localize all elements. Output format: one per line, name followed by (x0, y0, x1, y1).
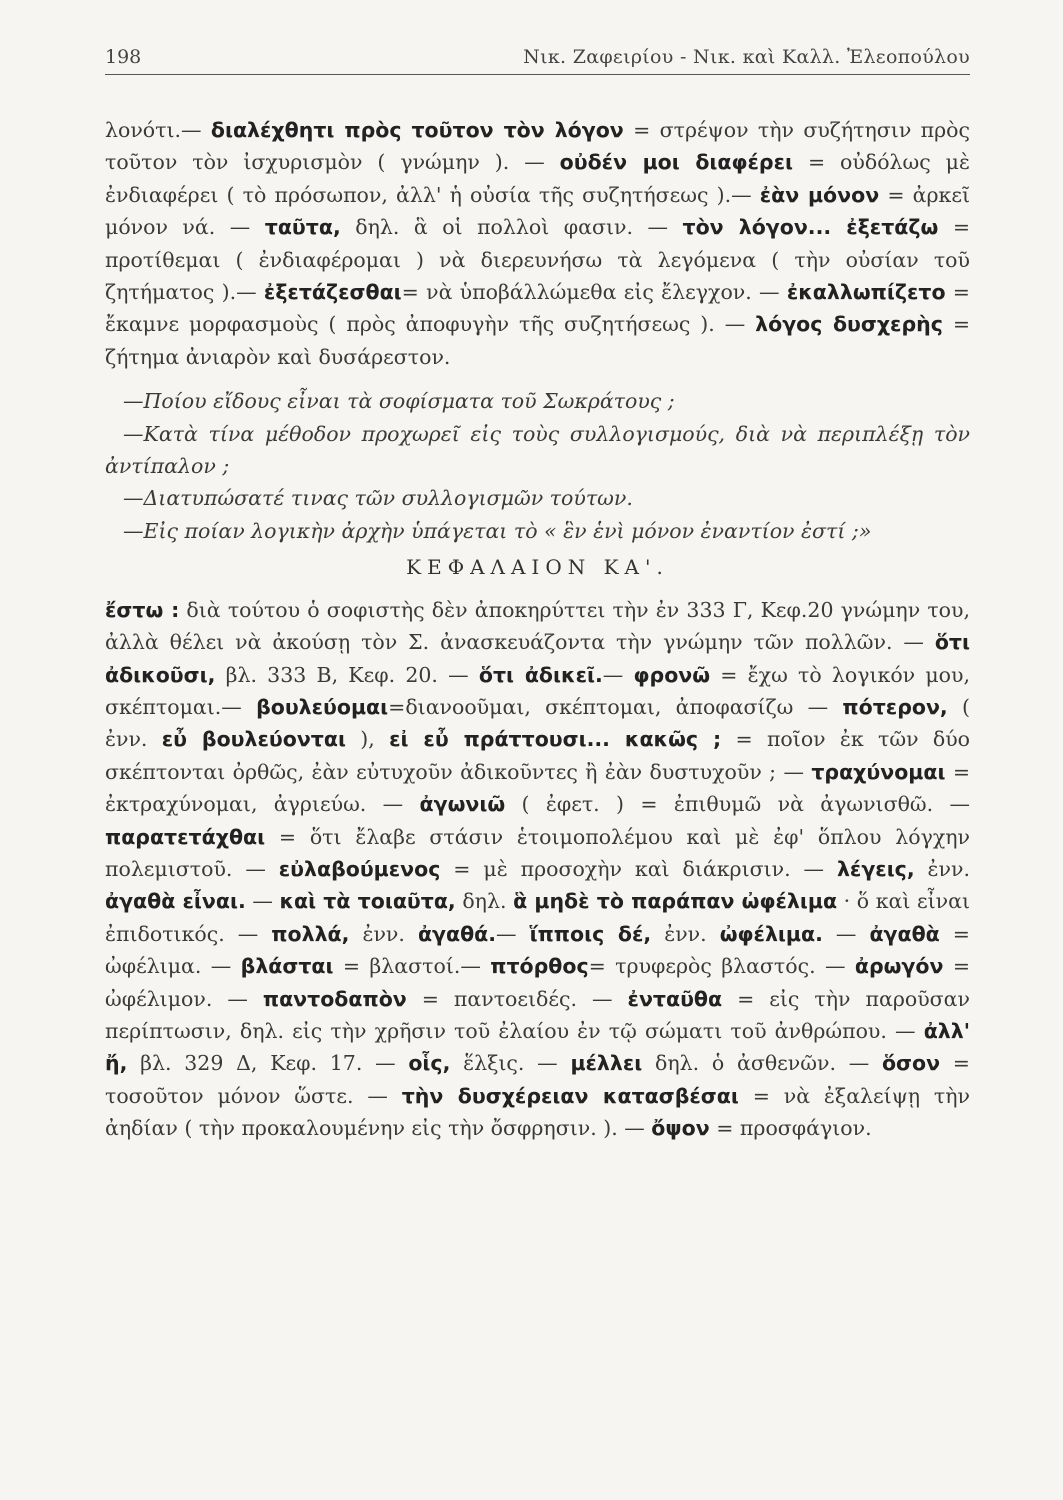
gloss-text: = ἀρκεῖ μόνον νά. — (105, 182, 971, 240)
gloss-text: — (245, 889, 280, 914)
lemma-term: βουλεύομαι (256, 694, 389, 719)
gloss-text: = ὅτι ἔλαβε στάσιν ἑτοιμοπολέμου καὶ μὲ ἐφ' ὅπλου λόγχην πολεμιστοῦ. — (105, 824, 970, 881)
lemma-term: ὅτι ἀδικοῦσι, (105, 630, 970, 687)
lemma-term: ὄψον (651, 1116, 710, 1141)
gloss-text: = ὠφέλιμον. — (105, 954, 971, 1011)
lemma-term: εὖ βουλεύονται (161, 727, 346, 752)
gloss-text: δηλ. ὁ ἀσθενῶν. — (642, 1051, 882, 1076)
gloss-text: — (602, 662, 634, 687)
lemma-term: ὅσον (881, 1051, 941, 1076)
gloss-text: ἐνν. (914, 856, 970, 881)
lemma-term: πτόρθος (490, 954, 589, 979)
question: —Εἰς ποίαν λογικὴν ἀρχὴν ὑπάγεται τὸ « ἓν ἑνὶ μόνον ἐναντίον ἐστί ;» (123, 518, 872, 543)
gloss-text: = ἐκτραχύνομαι, ἀγριεύω. — (105, 759, 970, 817)
question: —Κατὰ τίνα μέθοδον προχωρεῖ εἰς τοὺς συλλογισμούς, διὰ νὰ περιπλέξῃ τὸν ἀντίπαλον ; (105, 421, 970, 479)
chapter-heading: ΚΕΦΑΛΑΙΟΝ ΚΑ'. (406, 555, 669, 580)
gloss-text: =διανοοῦμαι, σκέπτομαι, ἀποφασίζω — (388, 694, 843, 719)
lemma-term: ἀγαθὰ εἶναι. (105, 889, 246, 914)
gloss-text: ἐνν. (651, 921, 720, 946)
lemma-term: βλάσται (240, 954, 334, 979)
gloss-text: ἕλξις. — (450, 1051, 571, 1076)
gloss-text: = προτίθεμαι ( ἐνδιαφέρομαι ) νὰ διερευνήσω τὰ λεγόμενα ( τὴν οὐσίαν τοῦ ζητήματος ).— (105, 215, 971, 305)
gloss-text: δηλ. (455, 889, 514, 914)
lemma-term: ἐξετάζεσθαι (263, 280, 402, 305)
lemma-term: ἐκαλλωπίζετο (786, 280, 946, 305)
lemma-term: παρατετάχθαι (105, 824, 266, 849)
lemma-term: φρονῶ (633, 662, 711, 687)
lemma-term: ἀλλ' ἤ, (105, 1018, 970, 1076)
gloss-text: = βλαστοί.— (333, 954, 491, 979)
commentary-paragraph (105, 114, 970, 373)
gloss-text: = στρέψον τὴν συζήτησιν πρὸς τοῦτον τὸν ἰσχυρισμὸν ( γνώμην ). — (105, 118, 970, 175)
gloss-text: ), (345, 727, 390, 752)
gloss-text: — (496, 921, 530, 946)
gloss-text: — (822, 921, 870, 946)
gloss-text: βλ. 333 Β, Κεφ. 20. — (215, 662, 479, 687)
lemma-term: οὐδέν μοι διαφέρει (559, 150, 793, 175)
gloss-text: = τρυφερὸς βλαστός. — (588, 954, 855, 979)
gloss-text: λονότι.— (105, 118, 211, 142)
gloss-text: = οὐδόλως μὲ ἐνδιαφέρει ( τὸ πρόσωπον, ἀλλ' ἡ οὐσία τῆς συζητήσεως ).— (105, 150, 970, 207)
gloss-text: = ζήτημα ἀνιαρὸν καὶ δυσάρεστον. (105, 312, 970, 369)
lemma-term: πότερον, (842, 694, 948, 719)
gloss-text: = νὰ ἐξαλείψῃ τὴν ἀηδίαν ( τὴν προκαλουμένην εἰς τὴν ὄσφρησιν. ). — (105, 1083, 970, 1141)
lemma-term: ἃ μηδὲ τὸ παράπαν ὠφέλιμα (513, 889, 838, 914)
lemma-term: ἔστω : (105, 597, 180, 622)
page-number: 198 (105, 46, 142, 68)
gloss-text: ( ἐνν. (105, 694, 970, 752)
lemma-term: λέγεις, (836, 856, 915, 881)
gloss-text: = ὠφέλιμα. — (105, 921, 970, 979)
lemma-term: οἷς, (408, 1051, 451, 1076)
lemma-term: ἀγωνιῶ (419, 792, 506, 817)
lemma-term: τὸν λόγον... ἐξετάζω (682, 215, 939, 240)
gloss-text: = ἔκαμνε μορφασμοὺς ( πρὸς ἀποφυγὴν τῆς συζητήσεως ). — (105, 280, 970, 337)
gloss-text: = μὲ προσοχὴν καὶ διάκρισιν. — (440, 856, 837, 881)
running-title: Νικ. Ζαφειρίου - Νικ. καὶ Καλλ. Ἐλεοπούλου (523, 46, 970, 68)
commentary-paragraph (105, 594, 970, 1145)
page-body (105, 114, 970, 1145)
gloss-text: διὰ τούτου ὁ σοφιστὴς δὲν ἀποκηρύττει τὴν ἐν 333 Γ, Κεφ.20 γνώμην του, ἀλλὰ θέλει νὰ ἀκούσῃ τὸν Σ. ἀνασκευάζοντα τὴν γνώμην τῶν πολλῶν. — (105, 597, 970, 655)
gloss-text: = εἰς τὴν παροῦσαν περίπτωσιν, δηλ. εἰς τὴν χρῆσιν τοῦ ἐλαίου ἐν τῷ σώματι τοῦ ἀνθρώπου. — (105, 986, 970, 1043)
gloss-text: = νὰ ὑποβάλλώμεθα εἰς ἔλεγχον. — (401, 280, 787, 305)
lemma-term: λόγος δυσχερὴς (755, 312, 943, 337)
lemma-term: ὠφέλιμα. (719, 921, 823, 946)
lemma-term: ἐνταῦθα (627, 986, 723, 1011)
lemma-term: τὴν δυσχέρειαν κατασβέσαι (401, 1083, 739, 1108)
lemma-term: εἰ εὖ πράττουσι... κακῶς ; (389, 727, 722, 752)
question: —Ποίου εἴδους εἶναι τὰ σοφίσματα τοῦ Σωκράτους ; (123, 389, 675, 414)
lemma-term: μέλλει (570, 1051, 643, 1076)
lemma-term: διαλέχθητι πρὸς τοῦτον τὸν λόγον (210, 118, 624, 142)
lemma-term: τραχύνομαι (811, 759, 946, 784)
lemma-term: παντοδαπὸν (262, 986, 407, 1011)
gloss-text: βλ. 329 Δ, Κεφ. 17. — (127, 1051, 409, 1076)
question: —Διατυπώσατέ τινας τῶν συλλογισμῶν τούτων. (123, 486, 633, 511)
gloss-text: ἐνν. (349, 921, 418, 946)
lemma-term: πολλά, (271, 921, 350, 946)
questions-block (105, 385, 970, 547)
gloss-text: · ὅ καὶ εἶναι ἐπιδοτικός. — (105, 889, 970, 946)
lemma-term: εὐλαβούμενος (278, 856, 441, 881)
lemma-term: καὶ τὰ τοιαῦτα, (279, 889, 456, 914)
lemma-term: ἀγαθὰ (869, 921, 940, 946)
gloss-text: = ἔχω τὸ λογικόν μου, σκέπτομαι.— (105, 662, 971, 719)
gloss-text: = προσφάγιον. (709, 1116, 872, 1141)
gloss-text: δηλ. ἃ οἱ πολλοὶ φασιν. — (340, 215, 683, 240)
lemma-term: ἀρωγόν (854, 954, 944, 979)
gloss-text: = παντοειδές. — (406, 986, 628, 1011)
lemma-term: ἐὰν μόνον (759, 182, 880, 207)
gloss-text: ( ἐφετ. ) = ἐπιθυμῶ νὰ ἀγωνισθῶ. — (505, 792, 970, 817)
gloss-text: = ποῖον ἐκ τῶν δύο σκέπτονται ὀρθῶς, ἐὰν εὐτυχοῦν ἀδικοῦντες ἢ ἐὰν δυστυχοῦν ; — (105, 727, 970, 784)
lemma-term: ὅτι ἀδικεῖ. (478, 662, 603, 687)
lemma-term: ἀγαθά. (417, 921, 497, 946)
lemma-term: ταῦτα, (264, 215, 341, 240)
lemma-term: ἵπποις δέ, (529, 921, 652, 946)
gloss-text: = τοσοῦτον μόνον ὥστε. — (105, 1051, 970, 1108)
running-header (105, 44, 970, 75)
